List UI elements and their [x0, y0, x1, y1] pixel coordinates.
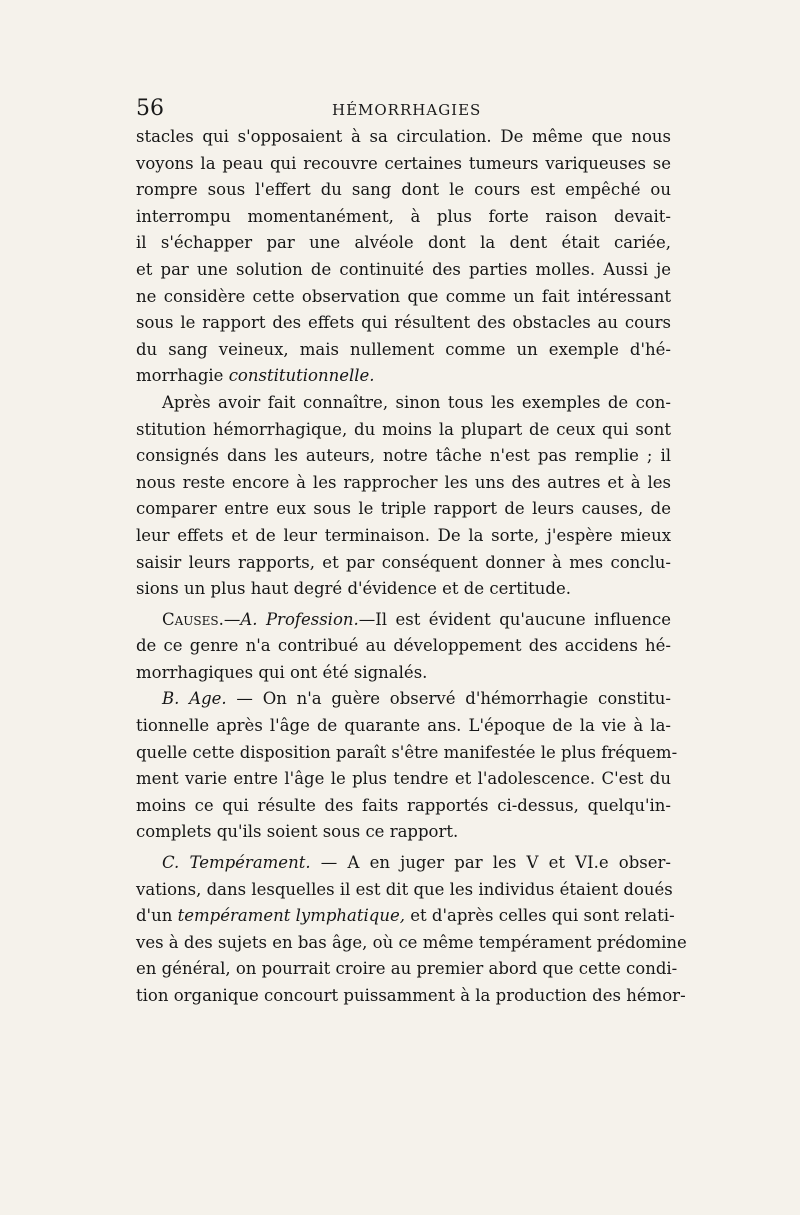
text-line: Causes.—A. Profession.—Il est évident qu'aucune influence	[162, 609, 672, 629]
text-line: ves à des sujets en bas âge, où ce même tempérament prédomine	[136, 932, 687, 952]
text-fragment: et d'après celles qui sont relati-	[410, 906, 675, 926]
text-line: leur effets et de leur terminaison. De la sorte, j'espère mieux	[136, 525, 671, 545]
paragraph-2	[136, 390, 671, 603]
text-line	[136, 903, 675, 930]
text-fragment: d'un	[136, 906, 173, 926]
text-fragment: Il est évident qu'aucune influence	[375, 609, 672, 629]
italic-text: constitutionnelle.	[228, 366, 375, 386]
page-header	[136, 96, 670, 122]
text-line: stitution hémorrhagique, du moins la plupart de ceux qui sont	[136, 419, 671, 439]
paragraph-5	[136, 850, 687, 1010]
text-line: en général, on pourrait croire au premier abord que cette condi-	[136, 959, 678, 979]
text-line: morrhagiques qui ont été signalés.	[136, 662, 428, 682]
text-line: et par une solution de continuité des parties molles. Aussi je	[136, 259, 671, 279]
text-line: nous reste encore à les rapprocher les uns des autres et à les	[136, 472, 671, 492]
page-number: 56	[136, 96, 164, 121]
text-line: stacles qui s'opposaient à sa circulation. De même que nous	[136, 127, 671, 146]
text-line: du sang veineux, mais nullement comme un exemple d'hé-	[136, 339, 671, 359]
text-line: moins ce qui résulte des faits rapportés ci-dessus, quelqu'in-	[136, 795, 671, 815]
text-line: tionnelle après l'âge de quarante ans. L'époque de la vie à la-	[136, 716, 671, 736]
text-line: ne considère cette observation que comme un fait intéressant	[136, 286, 671, 306]
section-label: Causes.	[162, 609, 224, 629]
text-line: vations, dans lesquelles il est dit que les individus étaient doués	[136, 879, 673, 899]
text-fragment: On n'a guère observé d'hémorrhagie constitu-	[262, 689, 671, 709]
text-line: interrompu momentanément, à plus forte raison devait-	[136, 206, 671, 226]
text-line: C. Tempérament. — A en juger par les V et VI.e obser-	[162, 853, 671, 873]
text-line: B. Age. — On n'a guère observé d'hémorrhagie constitu-	[162, 689, 671, 709]
text-line: rompre sous l'effert du sang dont le cours est empêché ou	[136, 180, 671, 200]
text-line	[136, 363, 671, 390]
text-line: tion organique concourt puissamment à la production des hémor-	[136, 986, 686, 1005]
text-line: saisir leurs rapports, et par conséquent donner à mes conclu-	[136, 552, 671, 572]
text-line: de ce genre n'a contribué au développement des accidens hé-	[136, 636, 671, 656]
text-fragment: morrhagie	[136, 366, 224, 386]
paragraph-4	[136, 686, 678, 846]
text-fragment: A en juger par les V et VI.e obser-	[347, 853, 671, 873]
text-line: consignés dans les auteurs, notre tâche n'est pas remplie ; il	[136, 446, 671, 466]
subsection-label: A. Profession.	[240, 609, 359, 629]
body-text	[136, 124, 687, 1010]
text-line: ment varie entre l'âge le plus tendre et l'adolescence. C'est du	[136, 769, 671, 789]
paragraph-1	[136, 124, 671, 390]
text-line: sous le rapport des effets qui résultent des obstacles au cours	[136, 313, 671, 333]
running-title: HÉMORRHAGIES	[332, 101, 482, 119]
text-line: comparer entre eux sous le triple rapport de leurs causes, de	[136, 499, 671, 519]
text-line: quelle cette disposition paraît s'être manifestée le plus fréquem-	[136, 742, 678, 762]
paragraph-3	[136, 607, 671, 687]
text-line: sions un plus haut degré d'évidence et de certitude.	[136, 579, 571, 599]
text-line: Après avoir fait connaître, sinon tous les exemples de con-	[162, 392, 671, 412]
subsection-label: C. Tempérament.	[162, 853, 311, 873]
text-line: complets qu'ils soient sous ce rapport.	[136, 822, 459, 842]
subsection-label: B. Age.	[162, 689, 227, 709]
text-line: voyons la peau qui recouvre certaines tumeurs variqueuses se	[136, 153, 671, 173]
italic-text: tempérament lymphatique,	[177, 906, 405, 926]
text-line: il s'échapper par une alvéole dont la dent était cariée,	[136, 233, 671, 253]
